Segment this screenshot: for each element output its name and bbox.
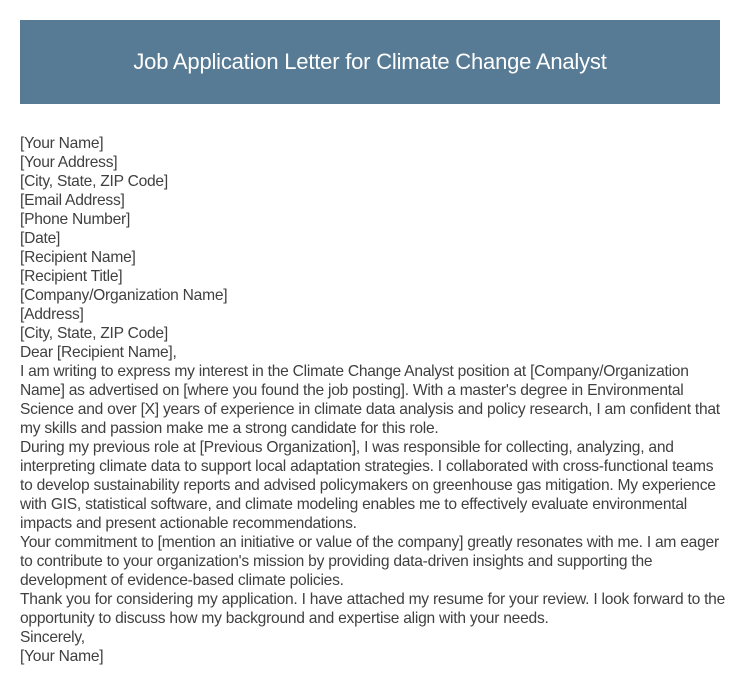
sender-address: [Your Address] xyxy=(20,154,118,171)
sender-email: [Email Address] xyxy=(20,192,125,209)
recipient-organization: [Company/Organization Name] xyxy=(20,287,228,304)
paragraph-intro: I am writing to express my interest in the Climate Change Analyst position at [Company/Organization Name] as advertised on [where you found the job posting]. With a master's degree in Environmental Science and over [X] years of experience in climate data analysis and policy research, I am confident that my skills and passion make me a strong candidate for this role. xyxy=(20,363,720,437)
paragraph-experience: During my previous role at [Previous Organization], I was responsible for collecting, analyzing, and interpreting climate data to support local adaptation strategies. I collaborated with cross-functional teams to develop sustainability reports and advised policymakers on greenhouse gas mitigation. My experience with GIS, statistical software, and climate modeling enables me to effectively evaluate environmental impacts and present actionable recommendations. xyxy=(20,439,716,532)
recipient-city-state-zip: [City, State, ZIP Code] xyxy=(20,325,168,342)
sender-city-state-zip: [City, State, ZIP Code] xyxy=(20,173,168,190)
paragraph-commitment: Your commitment to [mention an initiative or value of the company] greatly resonates with me. I am eager to contribute to your organization's mission by providing data-driven insights and supporting the development of evidence-based climate policies. xyxy=(20,534,719,589)
letter-date: [Date] xyxy=(20,230,61,247)
letter-body xyxy=(20,134,726,666)
recipient-address: [Address] xyxy=(20,306,84,323)
sender-name: [Your Name] xyxy=(20,135,104,152)
signature: [Your Name] xyxy=(20,648,104,665)
sender-phone: [Phone Number] xyxy=(20,211,131,228)
paragraph-thanks: Thank you for considering my application. I have attached my resume for your review. I look forward to the opportunity to discuss how my background and expertise align with your needs. xyxy=(20,591,726,627)
recipient-title: [Recipient Title] xyxy=(20,268,123,285)
header-banner xyxy=(20,20,720,104)
salutation: Dear [Recipient Name], xyxy=(20,344,177,361)
closing: Sincerely, xyxy=(20,629,85,646)
page-title: Job Application Letter for Climate Change Analyst xyxy=(133,49,607,74)
recipient-name: [Recipient Name] xyxy=(20,249,136,266)
